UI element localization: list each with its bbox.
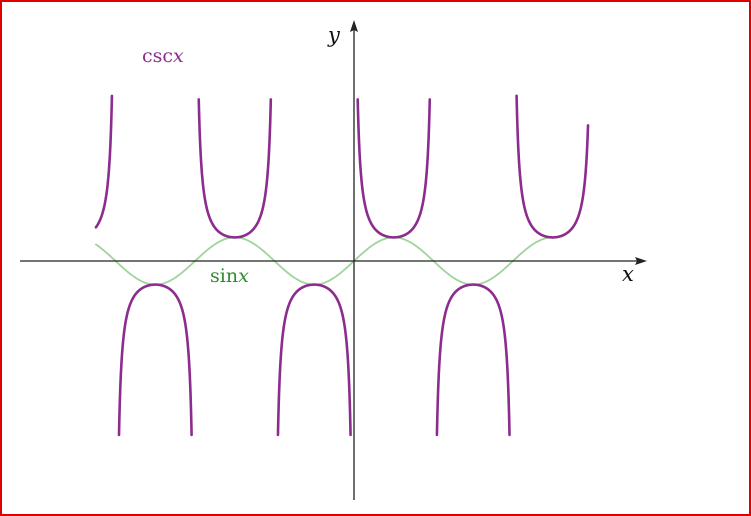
sin-label-var: x bbox=[238, 265, 249, 287]
sin-label-func: sin bbox=[210, 265, 239, 287]
csc-branch bbox=[119, 285, 192, 435]
csc-branch bbox=[517, 96, 588, 238]
csc-branch bbox=[96, 96, 112, 227]
csc-sin-chart bbox=[2, 2, 749, 514]
x-axis-label: x bbox=[622, 262, 634, 286]
curves-layer bbox=[96, 96, 588, 435]
y-axis-label: y bbox=[328, 23, 340, 47]
csc-branch bbox=[358, 99, 430, 237]
csc-branch bbox=[437, 285, 510, 435]
csc-label-func: csc bbox=[142, 45, 174, 67]
csc-series-label bbox=[142, 45, 184, 67]
csc-branch bbox=[278, 285, 351, 435]
csc-branch bbox=[199, 99, 271, 237]
csc-label-var: x bbox=[173, 45, 184, 67]
sin-series-label bbox=[210, 265, 249, 287]
